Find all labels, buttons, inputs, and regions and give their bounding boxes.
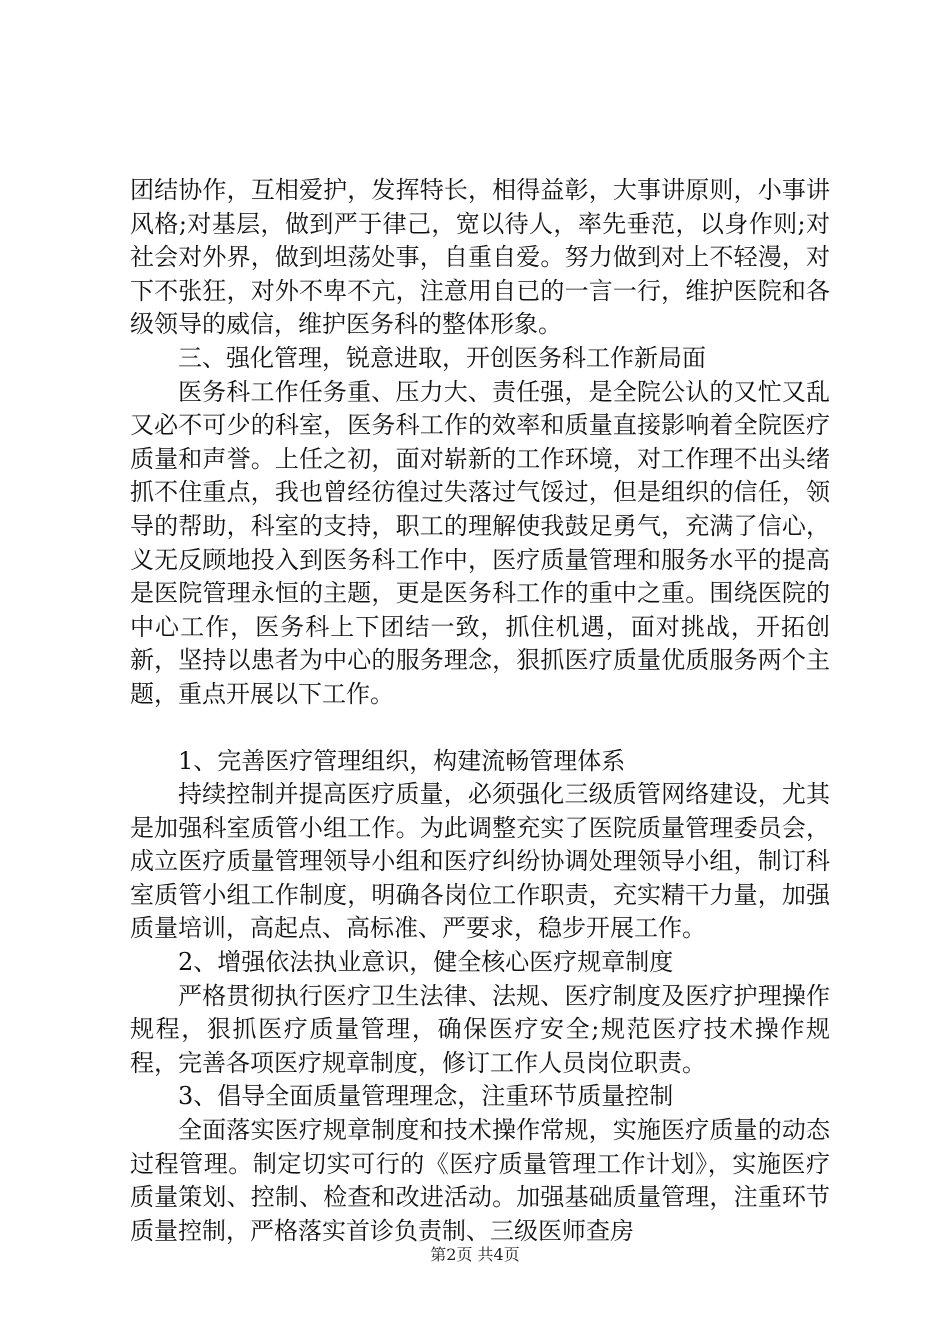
subheading-3: 3、倡导全面质量管理理念，注重环节质量控制 [178, 1082, 674, 1111]
paragraph: 医务科工作任务重、压力大、责任强，是全院公认的又忙又乱又必不可少的科室，医务科工作的效率和质量直接影响着全院医疗质量和声誉。上任之初，面对崭新的工作环境，对工作理不出头绪抓不住重点，我也曾经彷徨过失落过气馁过，但是组织的信任，领导的帮助，科室的支持，职工的理解使我鼓足勇气，充满了信心，义无反顾地投入到医务科工作中，医疗质量管理和服务水平的提高是医院管理永恒的主题，更是医务科工作的重中之重。围绕医院的中心工作，医务科上下团结一致，抓住机遇，面对挑战，开拓创新，坚持以患者为中心的服务理念，狠抓医疗质量优质服务两个主题，重点开展以下工作。 [130, 377, 830, 708]
paragraph-continuation: 团结协作，互相爱护，发挥特长，相得益彰，大事讲原则，小事讲风格;对基层，做到严于律己，宽以待人，率先垂范，以身作则;对社会对外界，做到坦荡处事，自重自爱。努力做到对上不轻漫，对下不张狂，对外不卑不亢，注意用自已的一言一行，维护医院和各级领导的威信，维护医务科的整体形象。 [130, 176, 830, 339]
subheading-2: 2、增强依法执业意识，健全核心医疗规章制度 [178, 948, 674, 977]
document-body [130, 174, 830, 1248]
subheading-1: 1、完善医疗管理组织，构建流畅管理体系 [178, 746, 626, 775]
paragraph: 持续控制并提高医疗质量，必须强化三级质管网络建设，尤其是加强科室质管小组工作。为此调整充实了医院质量管理委员会，成立医疗质量管理领导小组和医疗纠纷协调处理领导小组，制订科室质管小组工作制度，明确各岗位工作职责，充实精干力量，加强质量培训，高起点、高标准、严要求，稳步开展工作。 [130, 780, 830, 943]
paragraph: 严格贯彻执行医疗卫生法律、法规、医疗制度及医疗护理操作规程，狠抓医疗质量管理，确保医疗安全;规范医疗技术操作规程，完善各项医疗规章制度，修订工作人员岗位职责。 [130, 981, 830, 1077]
page-number-footer: 第2页 共4页 [430, 1245, 520, 1264]
section-heading-3: 三、强化管理，锐意进取，开创医务科工作新局面 [178, 343, 706, 372]
paragraph: 全面落实医疗规章制度和技术操作常规，实施医疗质量的动态过程管理。制定切实可行的《医疗质量管理工作计划》，实施医疗质量策划、控制、检查和改进活动。加强基础质量管理，注重环节质量控制，严格落实首诊负责制、三级医师查房 [130, 1116, 830, 1245]
